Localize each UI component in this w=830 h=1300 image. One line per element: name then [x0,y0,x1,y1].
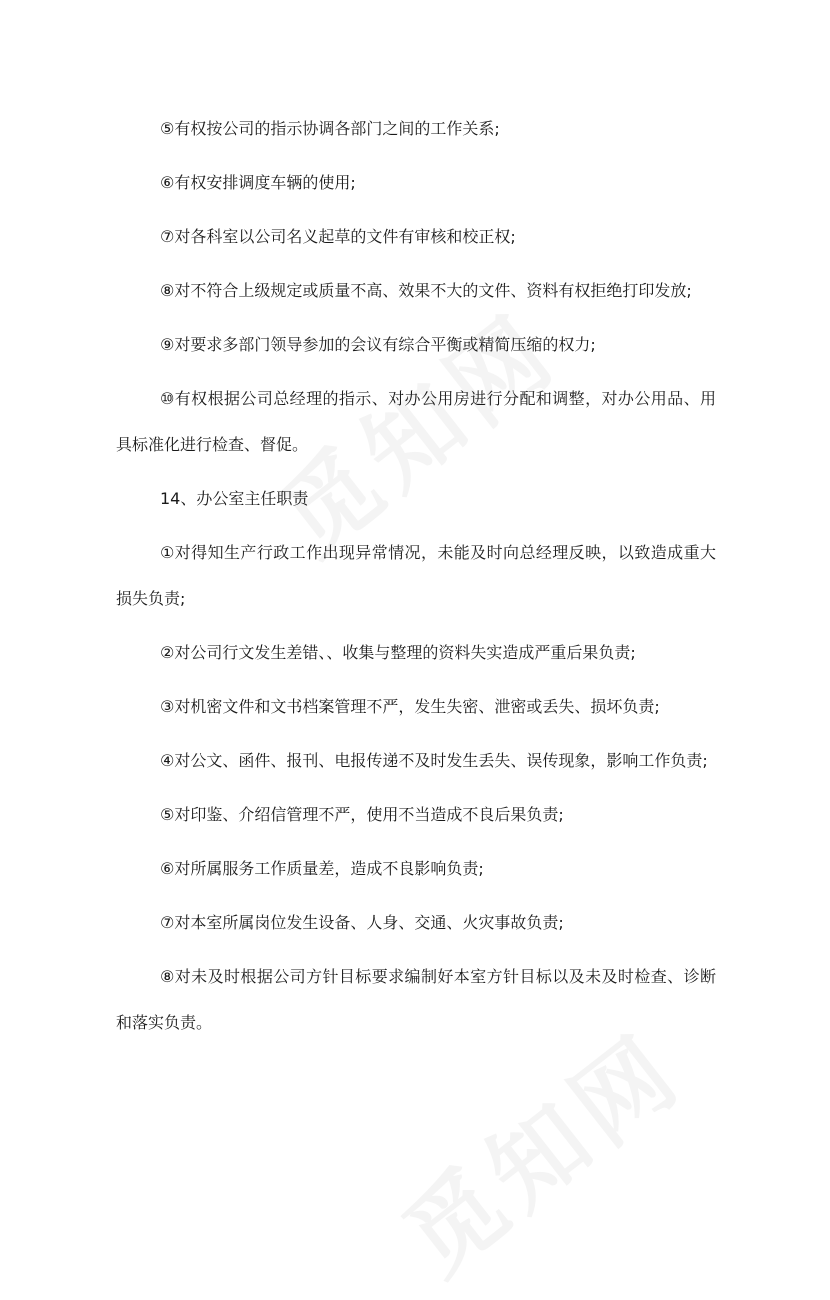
paragraph-item-7: ⑦对各科室以公司名义起草的文件有审核和校正权; [160,227,516,246]
section-heading: 14、办公室主任职责 [160,489,309,508]
duty-item-1: ①对得知生产行政工作出现异常情况，未能及时向总经理反映，以致造成重大损失负责; [116,543,716,608]
duty-item-4: ④对公文、函件、报刊、电报传递不及时发生丢失、误传现象，影响工作负责; [160,751,708,770]
duty-item-2: ②对公司行文发生差错、、收集与整理的资料失实造成严重后果负责; [160,643,636,662]
paragraph-item-6: ⑥有权安排调度车辆的使用; [160,173,356,192]
duty-item-7: ⑦对本室所属岗位发生设备、人身、交通、火灾事故负责; [160,913,564,932]
duty-item-6: ⑥对所属服务工作质量差，造成不良影响负责; [160,859,484,878]
paragraph-item-8: ⑧对不符合上级规定或质量不高、效果不大的文件、资料有权拒绝打印发放; [160,281,692,300]
paragraph-item-10: ⑩有权根据公司总经理的指示、对办公用房进行分配和调整，对办公用品、用具标准化进行检查、督促。 [116,389,716,454]
document-body [116,106,716,1054]
paragraph-item-5: ⑤有权按公司的指示协调各部门之间的工作关系; [160,119,500,138]
duty-item-8: ⑧对未及时根据公司方针目标要求编制好本室方针目标以及未及时检查、诊断和落实负责。 [116,967,716,1032]
duty-item-5: ⑤对印鉴、介绍信管理不严，使用不当造成不良后果负责; [160,805,564,824]
paragraph-item-9: ⑨对要求多部门领导参加的会议有综合平衡或精简压缩的权力; [160,335,596,354]
duty-item-3: ③对机密文件和文书档案管理不严，发生失密、泄密或丢失、损坏负责; [160,697,660,716]
